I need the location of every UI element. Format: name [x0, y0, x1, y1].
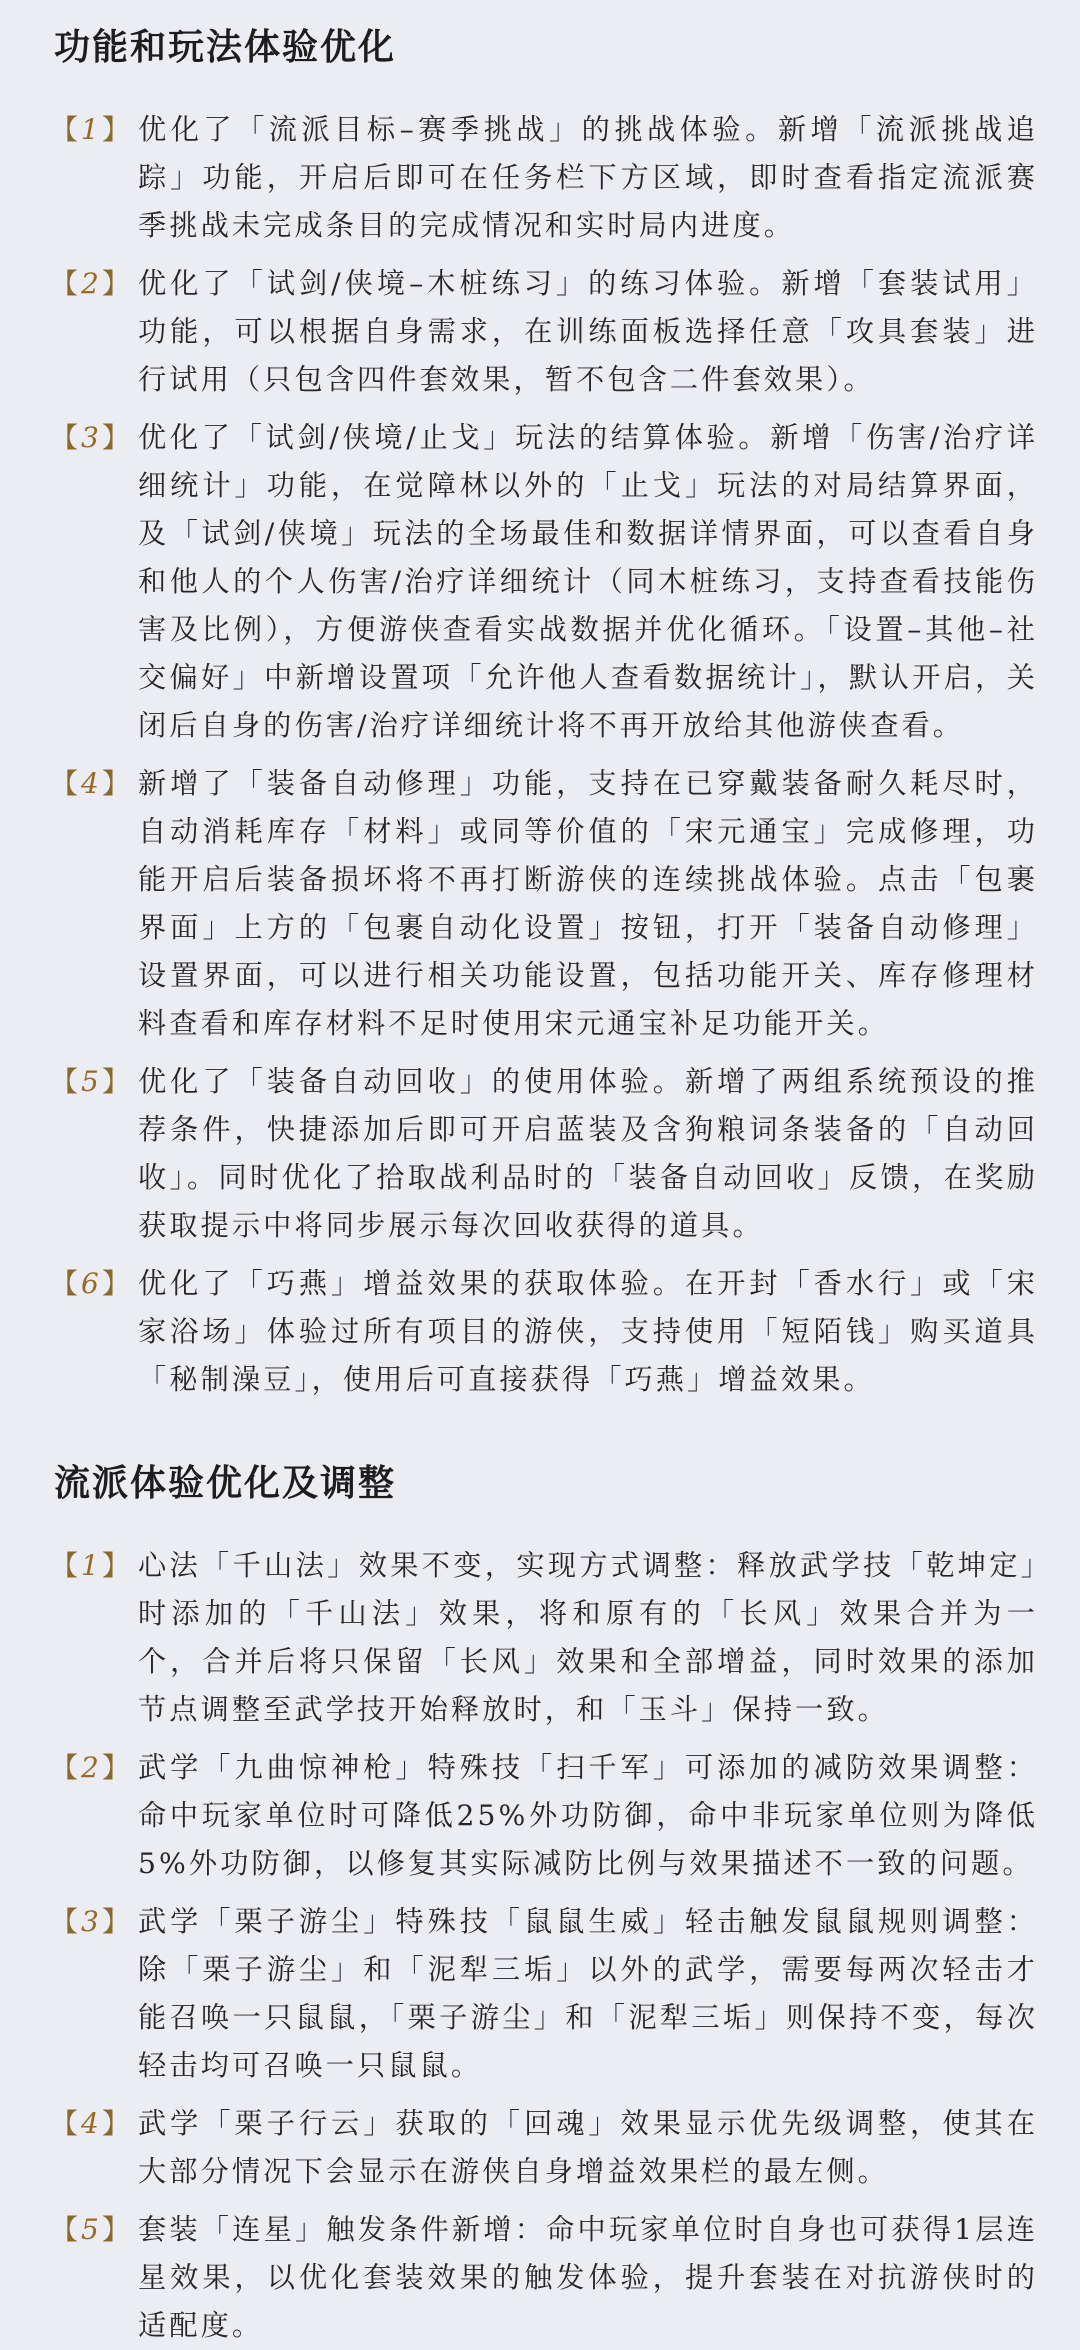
section-title-builds: 流派体验优化及调整: [54, 1463, 397, 1504]
item-text: 武学「栗子游尘」特殊技「鼠鼠生威」轻击触发鼠鼠规则调整：除「栗子游尘」和「泥犁三垢」以外的武学，需要每两次轻击才能召唤一只鼠鼠，「栗子游尘」和「泥犁三垢」则保持不变，每次轻击均可召唤一只鼠鼠。: [138, 1905, 1038, 2082]
item-number: 【2】: [50, 267, 133, 300]
item-number: 【6】: [50, 1267, 133, 1300]
list-item: [50, 1058, 1038, 1250]
list-item: [50, 2206, 1038, 2350]
list-item: [50, 2100, 1038, 2196]
item-number: 【5】: [50, 2213, 133, 2246]
item-text: 优化了「装备自动回收」的使用体验。新增了两组系统预设的推荐条件，快捷添加后即可开启蓝装及含狗粮词条装备的「自动回收」。同时优化了拾取战利品时的「装备自动回收」反馈，在奖励获取提示中将同步展示每次回收获得的道具。: [138, 1065, 1038, 1242]
item-text: 套装「连星」触发条件新增：命中玩家单位时自身也可获得1层连星效果，以优化套装效果的触发体验，提升套装在对抗游侠时的适配度。: [138, 2213, 1038, 2342]
item-number: 【3】: [50, 1905, 133, 1938]
list-item: [50, 260, 1038, 404]
section-title-features: 功能和玩法体验优化: [54, 27, 397, 68]
item-text: 心法「千山法」效果不变，实现方式调整：释放武学技「乾坤定」时添加的「千山法」效果，将和原有的「长风」效果合并为一个，合并后将只保留「长风」效果和全部增益，同时效果的添加节点调整至武学技开始释放时，和「玉斗」保持一致。: [138, 1549, 1038, 1726]
item-number: 【4】: [50, 767, 133, 800]
list-item: [50, 1260, 1038, 1404]
item-number: 【2】: [50, 1751, 133, 1784]
item-number: 【5】: [50, 1065, 133, 1098]
list-item: [50, 1744, 1038, 1888]
item-text: 新增了「装备自动修理」功能，支持在已穿戴装备耐久耗尽时，自动消耗库存「材料」或同等价值的「宋元通宝」完成修理，功能开启后装备损坏将不再打断游侠的连续挑战体验。点击「包裹界面」上方的「包裹自动化设置」按钮，打开「装备自动修理」设置界面，可以进行相关功能设置，包括功能开关、库存修理材料查看和库存材料不足时使用宋元通宝补足功能开关。: [138, 767, 1038, 1040]
list-item: [50, 1542, 1038, 1734]
item-text: 优化了「流派目标–赛季挑战」的挑战体验。新增「流派挑战追踪」功能，开启后即可在任务栏下方区域，即时查看指定流派赛季挑战未完成条目的完成情况和实时局内进度。: [138, 113, 1038, 242]
item-text: 优化了「巧燕」增益效果的获取体验。在开封「香水行」或「宋家浴场」体验过所有项目的游侠，支持使用「短陌钱」购买道具「秘制澡豆」，使用后可直接获得「巧燕」增益效果。: [138, 1267, 1038, 1396]
item-text: 优化了「试剑/侠境–木桩练习」的练习体验。新增「套装试用」功能，可以根据自身需求，在训练面板选择任意「攻具套装」进行试用（只包含四件套效果，暂不包含二件套效果）。: [138, 267, 1038, 396]
item-number: 【1】: [50, 113, 133, 146]
item-number: 【1】: [50, 1549, 133, 1582]
list-item: [50, 760, 1038, 1048]
list-item: [50, 1898, 1038, 2090]
list-item: [50, 414, 1038, 750]
item-number: 【4】: [50, 2107, 133, 2140]
item-text: 武学「九曲惊神枪」特殊技「扫千军」可添加的减防效果调整：命中玩家单位时可降低25%外功防御，命中非玩家单位则为降低5%外功防御，以修复其实际减防比例与效果描述不一致的问题。: [138, 1751, 1038, 1880]
item-text: 优化了「试剑/侠境/止戈」玩法的结算体验。新增「伤害/治疗详细统计」功能，在觉障林以外的「止戈」玩法的对局结算界面，及「试剑/侠境」玩法的全场最佳和数据详情界面，可以查看自身和他人的个人伤害/治疗详细统计（同木桩练习，支持查看技能伤害及比例），方便游侠查看实战数据并优化循环。「设置–其他–社交偏好」中新增设置项「允许他人查看数据统计」，默认开启，关闭后自身的伤害/治疗详细统计将不再开放给其他游侠查看。: [138, 421, 1038, 742]
list-item: [50, 106, 1038, 250]
item-text: 武学「栗子行云」获取的「回魂」效果显示优先级调整，使其在大部分情况下会显示在游侠自身增益效果栏的最左侧。: [138, 2107, 1038, 2188]
item-number: 【3】: [50, 421, 133, 454]
